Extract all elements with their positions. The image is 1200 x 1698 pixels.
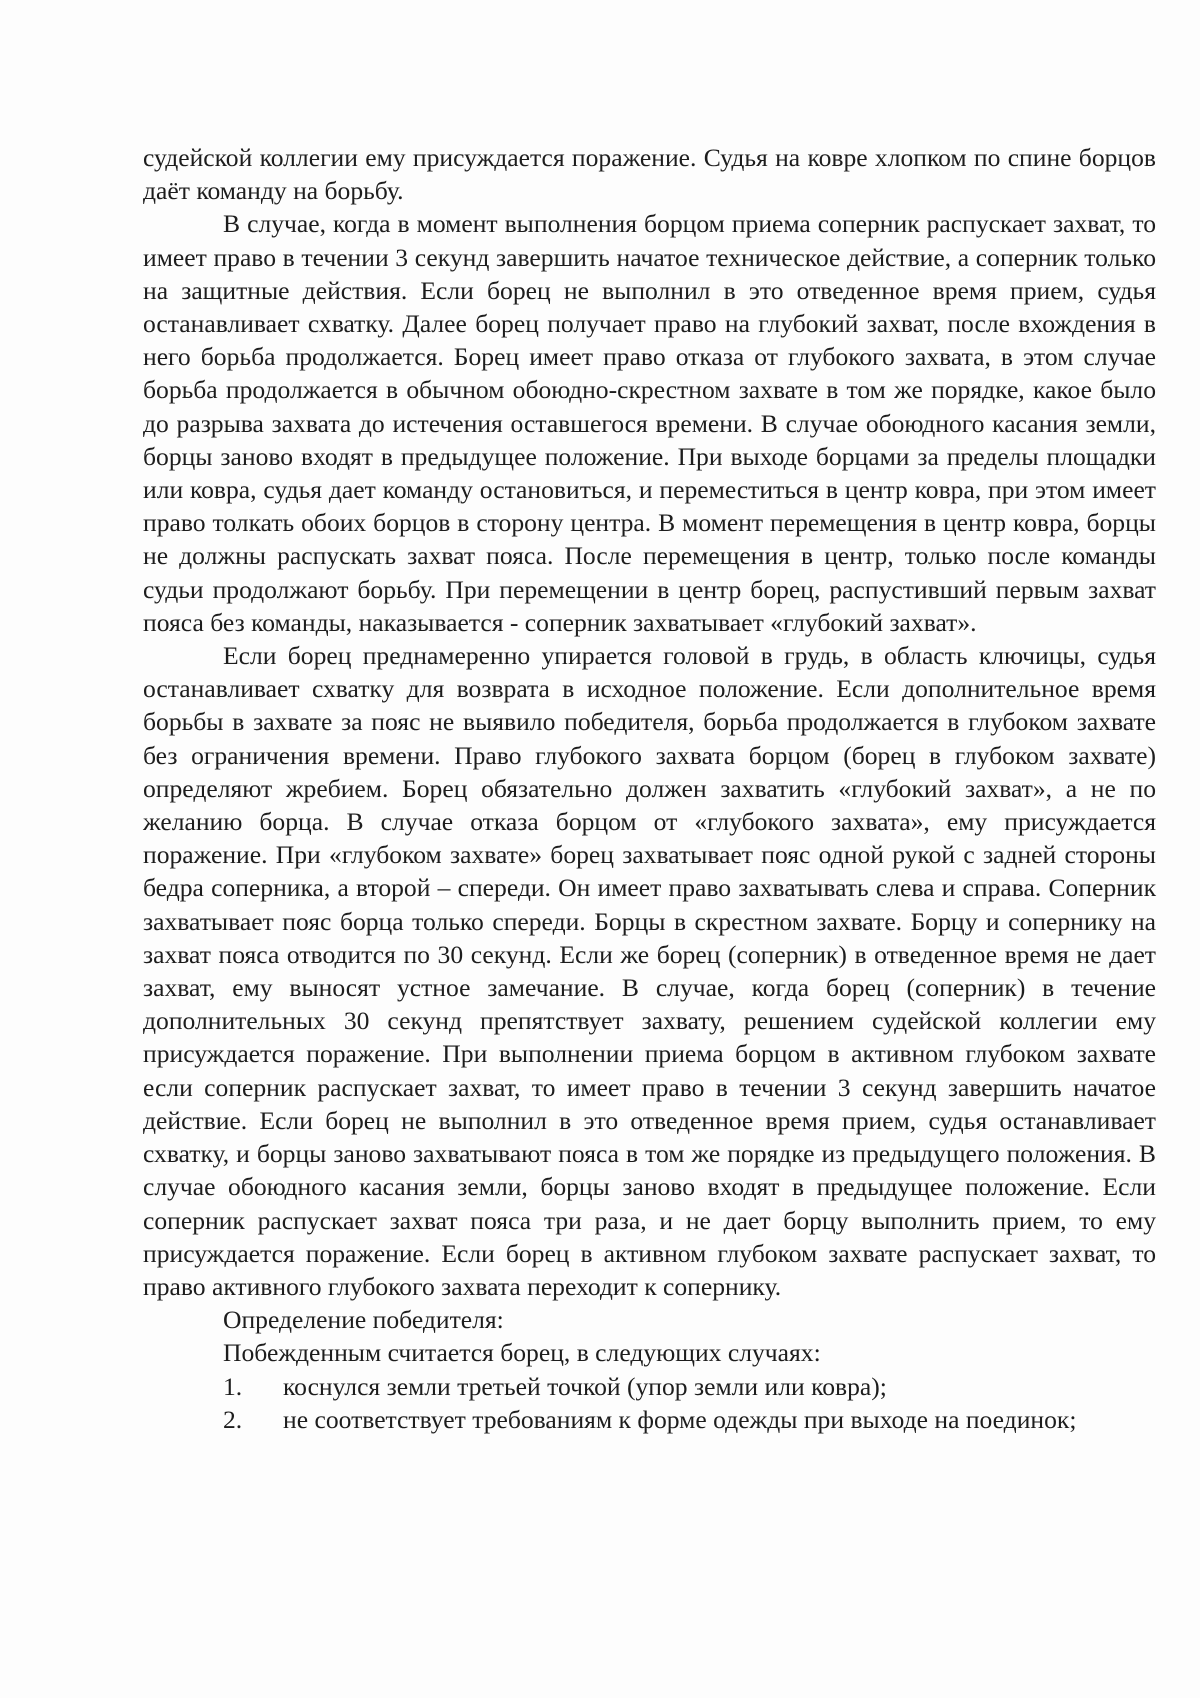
list-item-number: 2. xyxy=(223,1404,243,1434)
paragraph: В случае, когда в момент выполнения борцом приема соперник распускает захват, то имеет право в течении 3 секунд завершить начатое техническое действие, а соперник только на защитные действия. Если борец не выполнил в это отведенное время прием, судья останавливает схватку. Далее борец получает право на глубокий захват, после вхождения в него борьба продолжается. Борец имеет право отказа от глубокого захвата, в этом случае борьба продолжается в обычном обоюдно-скрестном захвате в том же порядке, какое было до разрыва захвата до истечения оставшегося времени. В случае обоюдного касания земли, борцы заново входят в предыдущее положение. При выходе борцами за пределы площадки или ковра, судья дает команду остановиться, и переместиться в центр ковра, при этом имеет право толкать обоих борцов в сторону центра. В момент перемещения в центр ковра, борцы не должны распускать захват пояса. После перемещения в центр, только после команды судьи продолжают борьбу. При перемещении в центр борец, распустивший первым захват пояса без команды, наказывается - соперник захватывает «глубокий захват». xyxy=(143,209,1156,637)
paragraph: Если борец преднамеренно упирается головой в грудь, в область ключицы, судья останавливает схватку для возврата в исходное положение. Если дополнительное время борьбы в захвате за пояс не выявило победителя, борьба продолжается в глубоком захвате без ограничения времени. Право глубокого захвата борцом (борец в глубоком захвате) определяют жребием. Борец обязательно должен захватить «глубокий захват», а не по желанию борца. В случае отказа борцом от «глубокого захвата», ему присуждается поражение. При «глубоком захвате» борец захватывает пояс одной рукой с задней стороны бедра соперника, а второй – спереди. Он имеет право захватывать слева и справа. Соперник захватывает пояс борца только спереди. Борцы в скрестном захвате. Борцу и сопернику на захват пояса отводится по 30 секунд. Если же борец (соперник) в отведенное время не дает захват, ему выносят устное замечание. В случае, когда борец (соперник) в течение дополнительных 30 секунд препятствует захвату, решением судейской коллегии ему присуждается поражение. При выполнении приема борцом в активном глубоком захвате если соперник распускает захват, то имеет право в течении 3 секунд завершить начатое действие. Если борец не выполнил в это отведенное время прием, судья останавливает схватку, и борцы заново захватывают пояса в том же порядке из предыдущего положения. В случае обоюдного касания земли, борцы заново входят в предыдущее положение. Если соперник распускает захват пояса три раза, и не дает борцу выполнить прием, то ему присуждается поражение. Если борец в активном глубоком захвате распускает захват, то право активного глубокого захвата переходит к сопернику. xyxy=(143,641,1156,1301)
list-item xyxy=(143,1370,1156,1403)
numbered-list xyxy=(143,1370,1156,1436)
document-body xyxy=(143,141,1156,1436)
list-item xyxy=(143,1403,1156,1436)
list-item-number: 1. xyxy=(223,1371,243,1401)
list-item-text: коснулся земли третьей точкой (упор земли или ковра); xyxy=(283,1371,887,1401)
paragraph-continuation: судейской коллегии ему присуждается поражение. Судья на ковре хлопком по спине борцов даёт команду на борьбу. xyxy=(143,143,1156,206)
list-lead: Побежденным считается борец, в следующих случаях: xyxy=(223,1338,821,1368)
list-item-text: не соответствует требованиям к форме одежды при выходе на поединок; xyxy=(283,1404,1077,1434)
section-heading: Определение победителя: xyxy=(223,1305,504,1335)
